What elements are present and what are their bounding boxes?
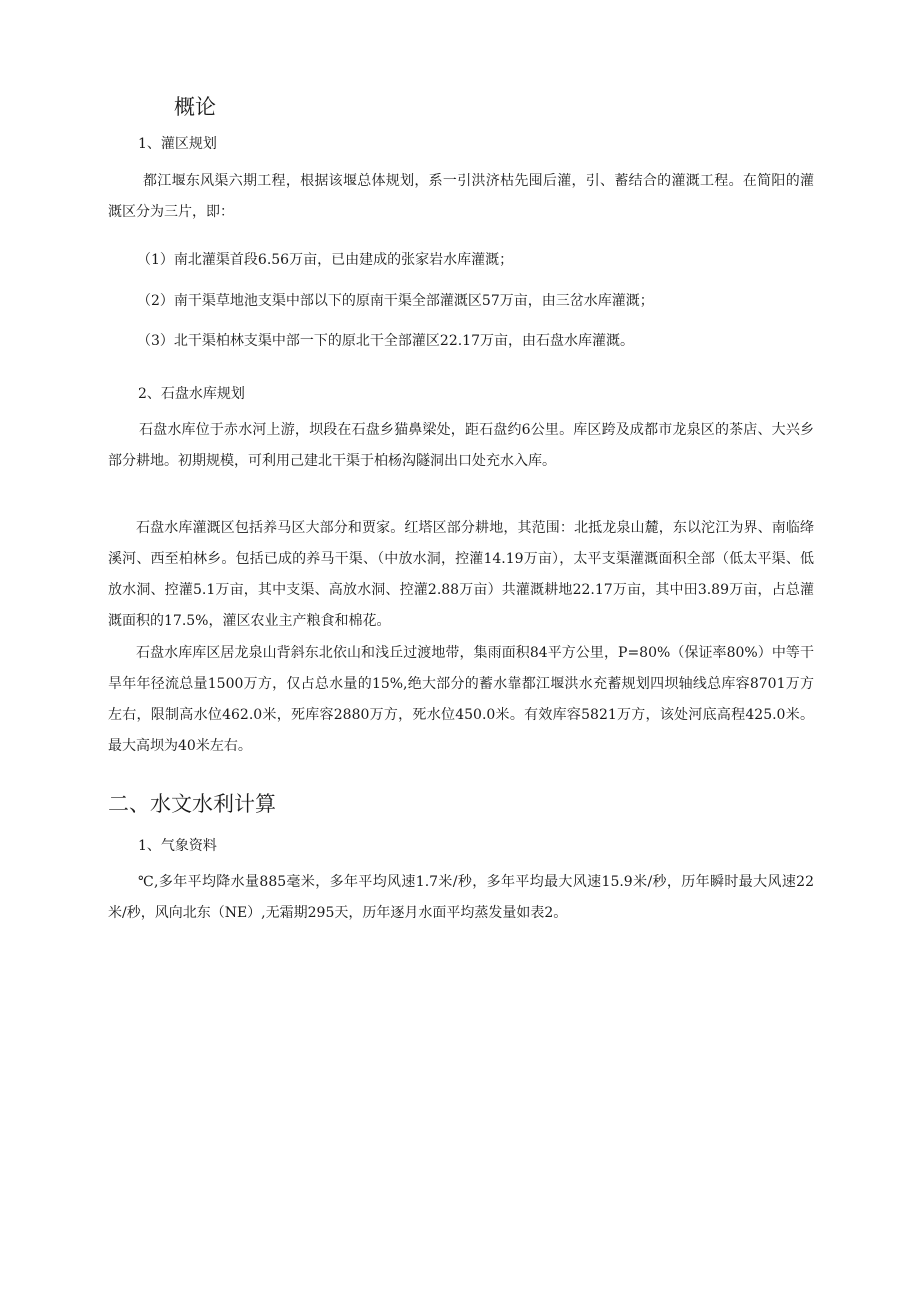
meteorology-paragraph: ℃,多年平均降水量885毫米，多年平均风速1.7米/秒，多年平均最大风速15.9米/秒，历年瞬时最大风速22米/秒，风向北东（NE）,无霜期295天，历年逐月水面平均蒸发量如表2。 bbox=[108, 874, 814, 921]
reservoir-irrigation-paragraph: 石盘水库灌溉区包括养马区大部分和贾家。红塔区部分耕地，其范围：北抵龙泉山麓，东以沱江为界、南临绛溪河、西至柏林乡。包括已成的养马干渠、（中放水洞，控灌14.19万亩），太平支渠灌溉面积全部（低太平渠、低放水洞、控灌5.1万亩，其中支渠、高放水洞、控灌2.88万亩）共灌溉耕地22.17万亩，其中田3.89万亩，占总灌溉面积的17.5%，灌区农业主产粮食和棉花。 bbox=[108, 520, 814, 629]
chapter-title: 概论 bbox=[174, 95, 216, 119]
irrigation-zone-item-1: （1）南北灌渠首段6.56万亩，已由建成的张家岩水库灌溉； bbox=[137, 252, 514, 268]
reservoir-capacity-paragraph: 石盘水库库区居龙泉山背斜东北依山和浅丘过渡地带，集雨面积84平方公里，P=80%（保证率80%）中等干旱年年径流总量1500万方，仅占总水量的15%,绝大部分的蓄水靠都江堰洪水充蓄规划四坝轴线总库容8701万方左右，限制高水位462.0米，死库容2880万方，死水位450.0米。有效库容5821万方，该处河底高程425.0米。最大高坝为40米左右。 bbox=[108, 645, 814, 754]
irrigation-zone-item-2: （2）南干渠草地池支渠中部以下的原南干渠全部灌溉区57万亩，由三岔水库灌溉； bbox=[137, 293, 654, 309]
reservoir-location-paragraph: 石盘水库位于赤水河上游，坝段在石盘乡猫鼻梁处，距石盘约6公里。库区跨及成都市龙泉区的茶店、大兴乡部分耕地。初期规模，可利用己建北干渠于柏杨沟隧洞出口处充水入库。 bbox=[108, 422, 814, 469]
section-heading-irrigation-planning: 1、灌区规划 bbox=[138, 136, 217, 152]
section-heading-reservoir-planning: 2、石盘水库规划 bbox=[138, 386, 245, 402]
irrigation-intro-paragraph: 都江堰东风渠六期工程，根据该堰总体规划，系一引洪济枯先囤后灌，引、蓄结合的灌溉工程。在简阳的灌溉区分为三片，即： bbox=[108, 173, 814, 220]
irrigation-zone-item-3: （3）北干渠柏林支渠中部一下的原北干全部灌区22.17万亩，由石盘水库灌溉。 bbox=[137, 333, 634, 349]
section-title-hydrology: 二、水文水利计算 bbox=[108, 792, 276, 816]
section-heading-meteorology: 1、气象资料 bbox=[138, 838, 217, 854]
